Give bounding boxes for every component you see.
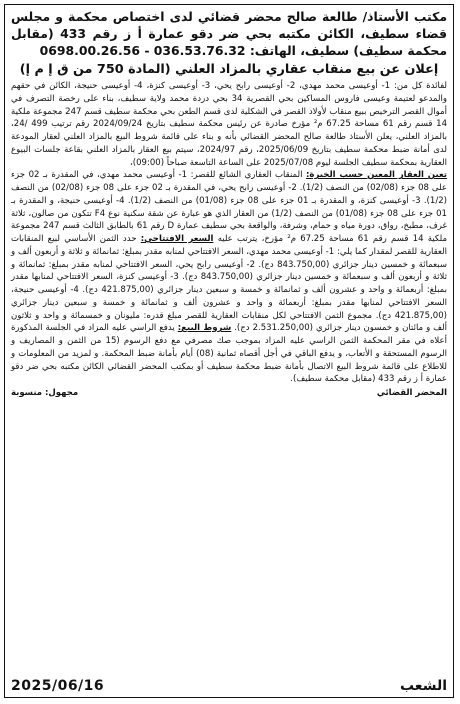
conditions-description: يدفع الراسي عليه المزاد في الجلسة المذكورة أعلاه في مقر المحكمة الثمن الراسي عليه المزاد بموجب صك مصرفي مع دفع الرسوم (15 من الثمن و المصاريف و الرسوم المستحقة و الأتعاب، و يدفع الباقي في أجل أقصاه ثمانية (08) أيام بأمانة ضبط المحكمة. و لمزيد من المعلومات و للاطلاع على قائمة شروط البيع الاتصال بأمانة ضبط محكمة سطيف أو بمكتب المحضر القضائي الكائن مكتبه بحي ضر دقو عمارة أ ز رقم 433 (مقابل محكمة سطيف). (11, 323, 447, 385)
newspaper-name: الشعب (399, 678, 447, 694)
section-label-price: السعر الافتتاحي: (140, 234, 214, 244)
section-label-property: تعين العقار المعين حسب الخبرة: (306, 170, 448, 181)
signer-left: مجهول: منسوبة (11, 388, 79, 398)
signature-row (11, 387, 447, 399)
notice-footer (11, 677, 447, 695)
notice-header: مكتب الأستاذ/ طالعة صالح محضر قضائي لدى اختصاص محكمة و مجلس قضاء سطيف، الكائن مكتبه بحي ضر دقو عمارة أ ز رقم 433 (مقابل محكمة سطيف) سطيف، الهاتف: 036.53.76.32 - 0698.00.26.56 (11, 9, 447, 58)
price-description: حدد الثمن الأساسي لبيع المنقابات العقارية للقصر لمقدار كما يلي: 1- أوعيسى محمد مهدي، السعر الافتتاحي لمنابه مقدر بمبلغ: ثمانمائة و ثلاثة و أربعون ألف و سبعمائة و خمسين دينار جزائري (843.750,00 دج). 2- أوعيسى رابح يحي، السعر الافتتاحي لمنابه مقدر بمبلغ: ثمانمائة و ثلاثة و أربعون ألف و سبعمائة و خمسين دينار جزائري (843.750,00 دج). 3- أوعيسى كنزة، السعر الافتتاحي لمنابها مقدر بمبلغ: أربعمائة و واحد و عشرون ألف و ثمانمائة و خمسة و سبعين دينار جزائري (421.875,00 دج). 4- أوعيسى حنيجة، السعر الافتتاحي لمنابها مقدر بمبلغ: أربعمائة و واحد و عشرون ألف و ثمانمائة و خمسة و سبعين دينار جزائري (421.875,00 دج). مجموع الثمن الافتتاحي لكل منقابات العقارية للقصر مبلغ قدره: مليونان و خمسمائة و واحد و ثلاثون ألف و مائتان و خمسون دينار جزائري (2.531.250,00 دج). (11, 234, 448, 334)
property-description: المنقاب العقاري الشائع للقصر: 1- أوعيسى محمد مهدي، في المقدرة بـ 02 جزء على 08 جزء (02/08) من النصف (1/2). 2- أوعيسى رابح يحي، في المقدرة بـ 02 جزء على 08 جزء (02/08) من النصف (1/2). 3- أوعيسى كنزة، و المقدرة بـ 01 جزء على 08 جزء (01/08) من النصف (1/2). 4- أوعيسى حنيجة، و المقدرة بـ 01 جزء على 08 جزء (01/08) من النصف (1/2) من العقار الذي هو عبارة عن شقة سكنية نوع F4 تتكون من صالون، ثلاثة غرف، مطبخ، رواق، دورة مياه و حمام، وشرفة، والواقعة بحي سطيف عمارة D رقم 61 بالطابق الثالث قسم 247 مجموعة ملكية 14 قسم رقم 61 مساحة 67.25 م² مؤرخ، يترتب عليه (11, 170, 448, 244)
legal-notice (4, 4, 454, 698)
signer-right: المحضر القضائي (376, 388, 447, 398)
notice-body (11, 80, 447, 386)
section-label-conditions: شروط البيع: (177, 323, 232, 334)
notice-title: إعلان عن بيع منقاب عقاري بالمزاد العلني (المادة 750 من ق إ م إ) (19, 62, 439, 77)
notice-paragraph-property (11, 169, 447, 386)
publication-date: 2025/06/16 (11, 678, 105, 694)
notice-paragraph-intro: لفائدة كل من: 1- أوعيسى محمد مهدي، 2- أوعيسى رابح يحي، 3- أوعيسى كنزة، 4- أوعيسى حنيجة، الكائن في حقهم والمدعو لعتيمة وعيسى فاروس المساكين بحي القصرية 34 بحي دردة محمد ولاية سطيف، بناء على رخصة التصرف في أموال القصر الترخيص ببيع منقاب لأولاد القصر في الشكلية لدى قسم الطعن بحي محكمة سطيف قسم 247 مجموعة ملكية 14 قسم رقم 61 مساحة 67.25 م² مؤرخ صادرة عن رئيس محكمة سطيف بتاريخ 2024/09/24 رقم ترتيب 499 /24، بالمزاد العلني، يعلن الأستاذ طالعة صالح المحضر القضائي بأنه و بناء على قائمة شروط البيع بالمزاد العلني لعقار المودعة لدى أمانة ضبط محكمة سطيف بتاريخ 2025/06/09، رقم 2024/97، سيتم بيع العقار بالمزاد العلني بقاعة جلسات البيوع العقارية بمحكمة سطيف الجلسة ليوم 2025/07/08 على الساعة التاسعة صباحاً (09:00)، (11, 81, 448, 168)
